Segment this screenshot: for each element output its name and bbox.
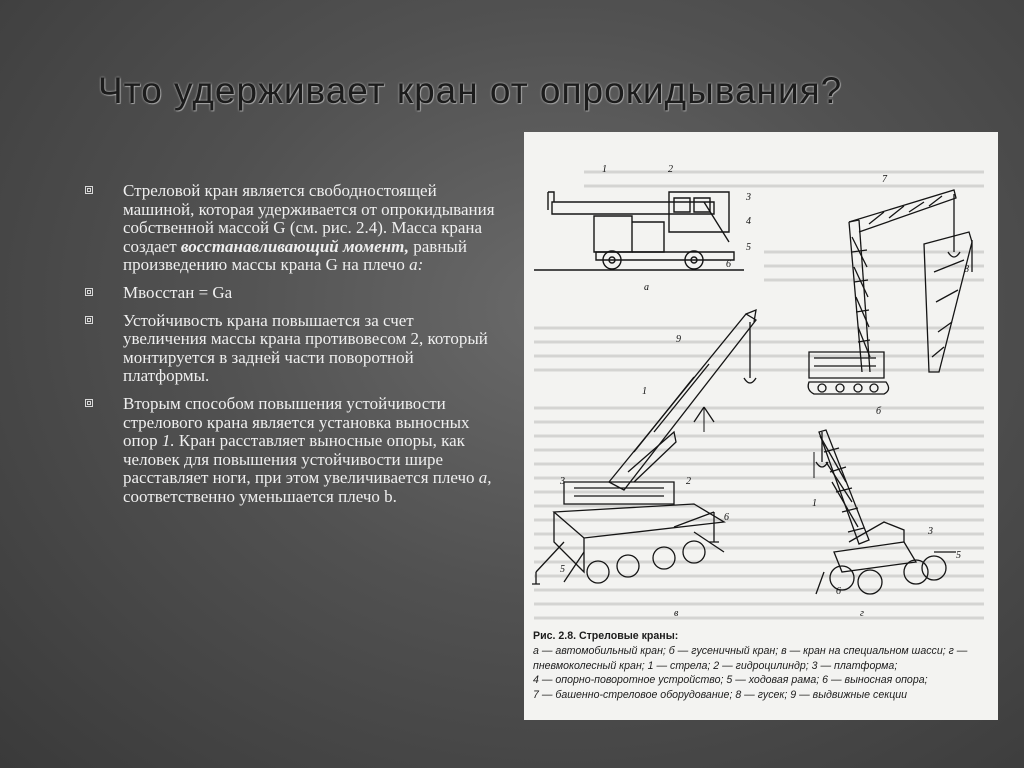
bullet-item: Мвосстан = Gа (85, 284, 495, 303)
bullet-item: Вторым способом повышения устойчивости стрелового крана является установка выносных опор 1. Кран расставляет выносные опоры, как человек для повышения устойчивости шире расставляет ноги, при этом увеличивается плечо а, соответственно уменьшается плечо b. (85, 395, 495, 507)
label-b: б (876, 406, 882, 417)
label-1: 1 (602, 164, 607, 175)
label-8: 8 (964, 264, 969, 275)
label-7: 7 (882, 174, 887, 185)
bullet-square-icon (85, 316, 93, 324)
background-text-lines (534, 172, 984, 618)
label-2: 2 (668, 164, 673, 175)
label-a: а (644, 282, 649, 293)
label-9: 9 (676, 334, 681, 345)
caption-line: а — автомобильный кран; б — гусеничный кран; в — кран на специальном шасси; г — пневмоколесный кран; 1 — стрела; 2 — гидроцилиндр; 3 — платформа; (533, 644, 968, 672)
figure-caption (533, 629, 993, 703)
bullet-item: Стреловой кран является свободностоящей машиной, которая удерживается от опрокидывания собственной массой G (см. рис. 2.4). Масса крана создает восстанавливающий момент, равный произведению массы крана G на плечо а: (85, 182, 495, 275)
crawler-crane-drawing (808, 190, 972, 394)
bullet-square-icon (85, 288, 93, 296)
label-2-v: 2 (686, 476, 691, 487)
bullet-list (85, 182, 495, 516)
label-6-v: 6 (724, 512, 729, 523)
label-3-v: 3 (560, 476, 565, 487)
caption-title: Рис. 2.8. Стреловые краны: (533, 630, 679, 642)
bullet-item: Устойчивость крана повышается за счет увеличения массы крана противовесом 2, который монтируется в задней части поворотной платформы. (85, 312, 495, 386)
crane-figure (524, 132, 998, 720)
label-5-g: 5 (956, 550, 961, 561)
label-1-v: 1 (642, 386, 647, 397)
label-v: в (674, 608, 679, 619)
label-g: г (860, 608, 864, 619)
label-4: 4 (746, 216, 751, 227)
bullet-square-icon (85, 399, 93, 407)
label-6-g: 6 (836, 586, 841, 597)
pneumatic-wheel-crane-drawing (814, 430, 956, 594)
label-3: 3 (746, 192, 751, 203)
slide-title: Что удерживает кран от опрокидывания? (98, 70, 843, 111)
label-1-g: 1 (812, 498, 817, 509)
special-chassis-crane-drawing (532, 310, 756, 584)
label-3-g: 3 (928, 526, 933, 537)
label-5-v: 5 (560, 564, 565, 575)
label-5: 5 (746, 242, 751, 253)
caption-line: 7 — башенно-стреловое оборудование; 8 — гусек; 9 — выдвижные секции (533, 689, 908, 702)
caption-line: 4 — опорно-поворотное устройство; 5 — ходовая рама; 6 — выносная опора; (533, 674, 928, 687)
truck-crane-drawing (534, 192, 744, 270)
label-6: 6 (726, 259, 731, 270)
bullet-square-icon (85, 186, 93, 194)
